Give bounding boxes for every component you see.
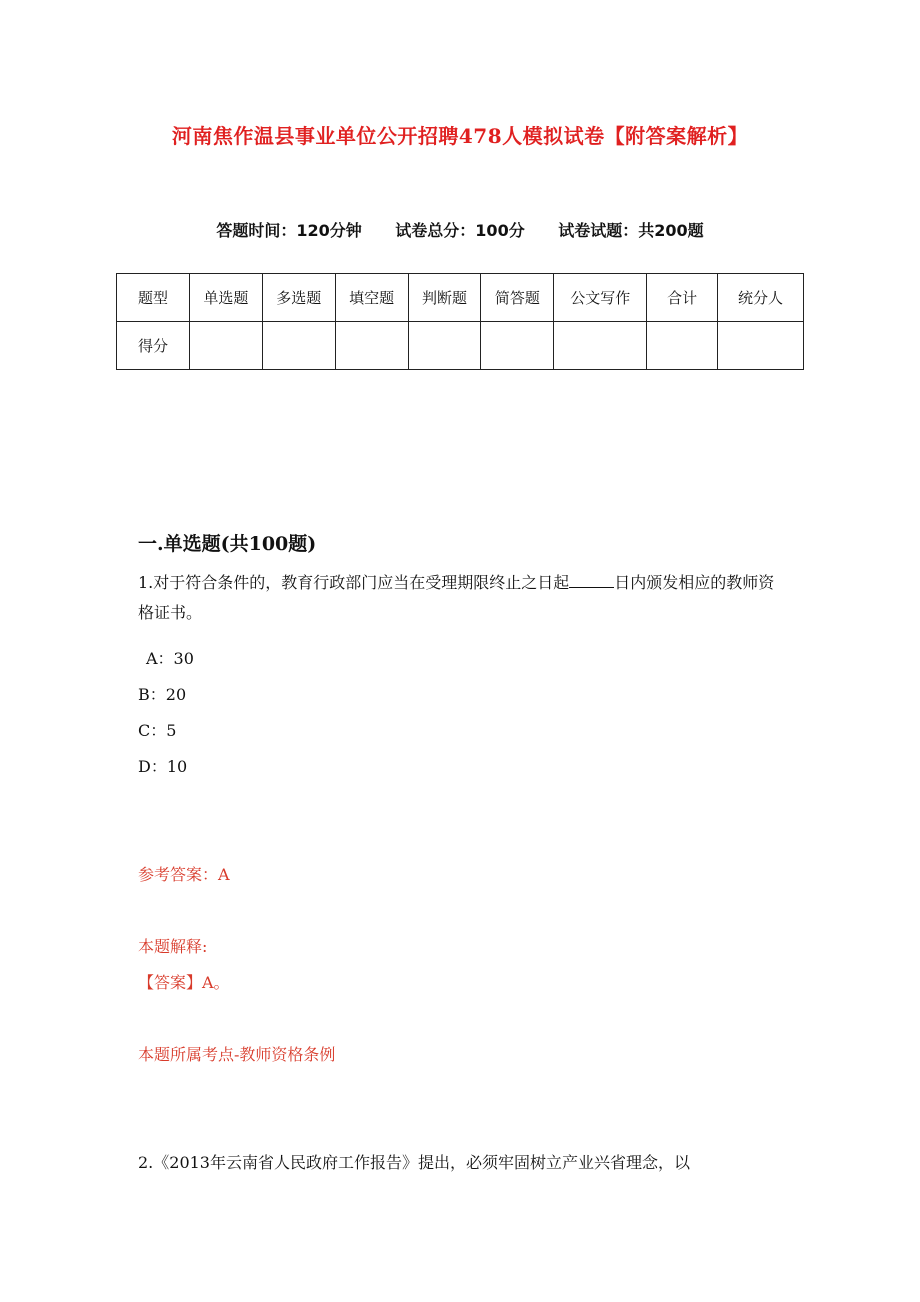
score-table (116, 273, 804, 370)
question-1-explanation-label: 本题解释: (138, 937, 208, 956)
document-title: 河南焦作温县事业单位公开招聘478人模拟试卷【附答案解析】 (171, 124, 749, 148)
question-1-stem-part-1: 1.对于符合条件的，教育行政部门应当在受理期限终止之日起 (138, 573, 570, 592)
score-cell (189, 322, 262, 370)
question-1-explanation: 【答案】A。 (138, 973, 230, 992)
question-1-option-a: A：30 (146, 649, 194, 668)
question-1-topic: 本题所属考点-教师资格条例 (138, 1045, 336, 1064)
score-cell (408, 322, 481, 370)
score-table-score-row (117, 322, 804, 370)
score-row-label: 得分 (117, 322, 190, 370)
score-table-header-cell: 题型 (117, 274, 190, 322)
score-cell (262, 322, 335, 370)
score-table-header-row (117, 274, 804, 322)
question-1-option-b: B：20 (138, 685, 187, 704)
score-cell (718, 322, 804, 370)
question-2-stem: 2.《2013年云南省人民政府工作报告》提出，必须牢固树立产业兴省理念，以 (138, 1153, 690, 1172)
exam-time: 答题时间：120分钟 (216, 221, 362, 240)
score-table-header-cell: 简答题 (481, 274, 554, 322)
exam-meta (0, 218, 920, 241)
score-cell (335, 322, 408, 370)
score-table-header-cell: 合计 (647, 274, 718, 322)
answer-blank (569, 571, 614, 588)
question-1-stem-part-2: 日内颁发相应的教师资格证书。 (138, 573, 775, 622)
question-1-option-d: D：10 (138, 757, 188, 776)
score-cell (481, 322, 554, 370)
section-heading: 一.单选题(共100题) (138, 533, 317, 555)
score-table-header-cell: 判断题 (408, 274, 481, 322)
exam-question-count: 试卷试题：共200题 (558, 221, 704, 240)
score-table-header-cell: 单选题 (189, 274, 262, 322)
score-table-header-cell: 多选题 (262, 274, 335, 322)
question-1-stem (138, 568, 788, 628)
score-cell (554, 322, 647, 370)
question-1-answer: 参考答案：A (138, 865, 230, 884)
exam-total-score: 试卷总分：100分 (395, 221, 525, 240)
score-cell (647, 322, 718, 370)
score-table-header-cell: 填空题 (335, 274, 408, 322)
question-1-option-c: C：5 (138, 721, 177, 740)
score-table-header-cell: 统分人 (718, 274, 804, 322)
score-table-header-cell: 公文写作 (554, 274, 647, 322)
